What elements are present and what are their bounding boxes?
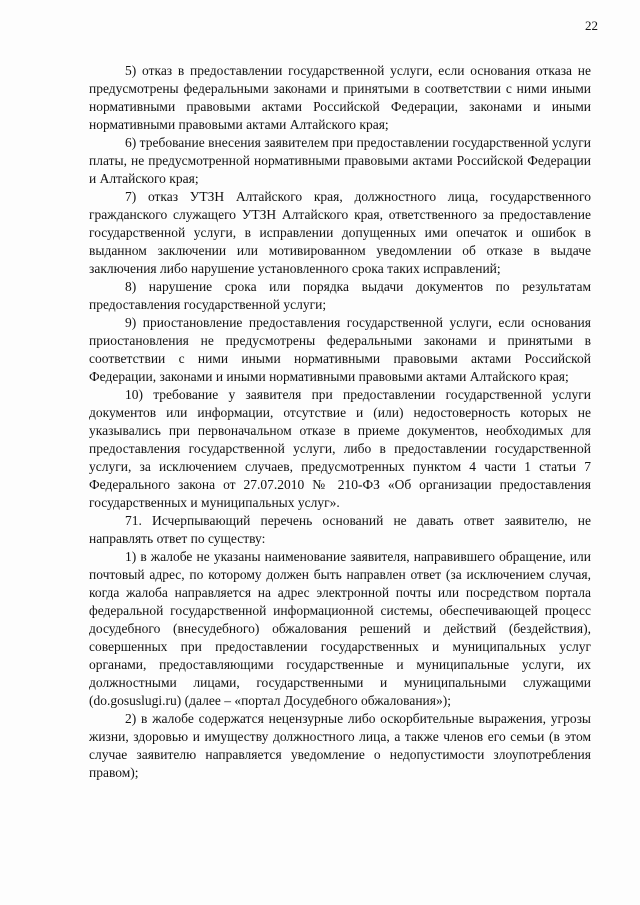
paragraph-subitem-1: 1) в жалобе не указаны наименование заявителя, направившего обращение, или почтовый адрес, по которому должен быть направлен ответ (за исключением случая, когда жалоба направляется на адрес электронной почты или посредством портала федеральной государственной информационной системы, обеспечивающей процесс досудебного (внесудебного) обжалования решений и действий (бездействия), совершенных при предоставлении государственных и муниципальных услуг органами, предоставляющими государственные и муниципальные услуги, их должностными лицами, государственными и муниципальными служащими (do.gosuslugi.ru) (далее – «портал Досудебного обжалования»); — [89, 549, 591, 708]
paragraph-item-7: 7) отказ УТЗН Алтайского края, должностного лица, государственного гражданского служащего УТЗН Алтайского края, ответственного за предоставление государственной услуги, в исправлении допущенных ими опечаток и ошибок в выданном заключении или мотивированном уведомлении об отказе в выдаче заключения либо нарушение установленного срока таких исправлений; — [89, 189, 591, 276]
page-number: 22 — [585, 18, 598, 33]
document-body — [89, 62, 591, 782]
paragraph-item-5: 5) отказ в предоставлении государственной услуги, если основания отказа не предусмотрены федеральными законами и принятыми в соответствии с ними иными нормативными правовыми актами Российской Федерации, законами и иными нормативными правовыми актами Алтайского края; — [89, 63, 591, 132]
paragraph-item-9: 9) приостановление предоставления государственной услуги, если основания приостановления не предусмотрены федеральными законами и принятыми в соответствии с ними иными нормативными правовыми актами Российской Федерации, законами и иными нормативными правовыми актами Алтайского края; — [89, 315, 591, 384]
paragraph-item-10: 10) требование у заявителя при предоставлении государственной услуги документов или информации, отсутствие и (или) недостоверность которых не указывались при первоначальном отказе в приеме документов, необходимых для предоставления государственной услуги, либо в предоставлении государственной услуги, за исключением случаев, предусмотренных пунктом 4 части 1 статьи 7 Федерального закона от 27.07.2010 № 210-ФЗ «Об организации предоставления государственных и муниципальных услуг». — [89, 387, 591, 510]
paragraph-subitem-2: 2) в жалобе содержатся нецензурные либо оскорбительные выражения, угрозы жизни, здоровью и имуществу должностного лица, а также членов его семьи (в этом случае заявителю направляется уведомление о недопустимости злоупотребления правом); — [89, 711, 591, 780]
paragraph-item-6: 6) требование внесения заявителем при предоставлении государственной услуги платы, не предусмотренной нормативными правовыми актами Российской Федерации и Алтайского края; — [89, 135, 591, 186]
paragraph-item-8: 8) нарушение срока или порядка выдачи документов по результатам предоставления государственной услуги; — [89, 279, 591, 312]
paragraph-clause-71: 71. Исчерпывающий перечень оснований не давать ответ заявителю, не направлять ответ по существу: — [89, 513, 591, 546]
